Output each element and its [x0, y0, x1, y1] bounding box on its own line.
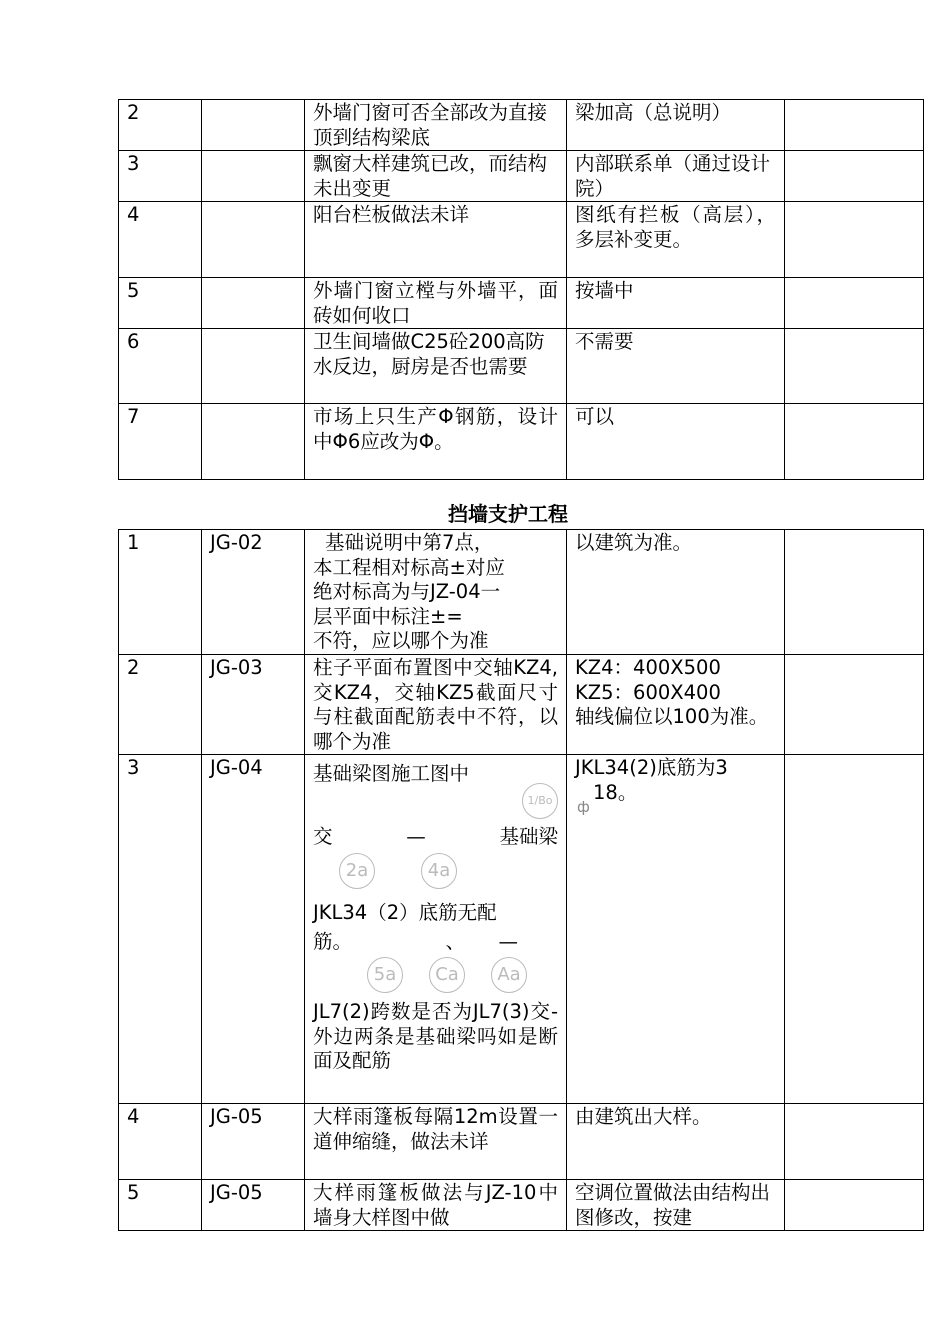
issue-line: 交 — 基础梁: [313, 824, 558, 848]
reply-cell: 梁加高（总说明）: [567, 100, 785, 151]
axis-bubble-icon: Ca: [429, 957, 465, 993]
drawing-ref: JG-04: [202, 755, 305, 1104]
issue-cell: 阳台栏板做法未详: [305, 202, 567, 278]
note-cell: [785, 1180, 924, 1231]
note-cell: [785, 755, 924, 1104]
drawing-ref: [202, 151, 305, 202]
table-row: [119, 329, 924, 404]
table-row: [119, 1180, 924, 1231]
issues-table-1: [118, 99, 924, 480]
note-cell: [785, 404, 924, 480]
table-row: [119, 100, 924, 151]
row-number: 2: [119, 100, 202, 151]
reply-cell: 不需要: [567, 329, 785, 404]
issue-cell: 外墙门窗可否全部改为直接顶到结构梁底: [305, 100, 567, 151]
drawing-ref: [202, 202, 305, 278]
note-cell: [785, 278, 924, 329]
issue-line: 层平面中标注±=: [313, 604, 463, 628]
drawing-ref: [202, 404, 305, 480]
drawing-ref: JG-05: [202, 1104, 305, 1180]
note-cell: [785, 655, 924, 755]
row-number: 1: [119, 530, 202, 655]
note-cell: [785, 202, 924, 278]
issue-line: 基础说明中第7点，: [325, 531, 494, 554]
issue-cell: 外墙门窗立樘与外墙平，面砖如何收口: [305, 278, 567, 329]
row-number: 3: [119, 755, 202, 1104]
axis-bubble-icon: 2a: [339, 853, 375, 889]
drawing-ref: JG-02: [202, 530, 305, 655]
reply-line: JKL34(2)底筋为3: [575, 756, 728, 779]
circle-row: [313, 783, 558, 819]
row-number: 5: [119, 278, 202, 329]
row-number: 7: [119, 404, 202, 480]
reply-cell: [567, 755, 785, 1104]
issue-cell: 柱子平面布置图中交轴KZ4,交KZ4，交轴KZ5截面尺寸与柱截面配筋表中不符，以哪个为准: [305, 655, 567, 755]
reply-cell: 内部联系单（通过设计院）: [567, 151, 785, 202]
issue-cell: 卫生间墙做C25砼200高防水反边，厨房是否也需要: [305, 329, 567, 404]
issues-table-2: [118, 529, 924, 1231]
issue-cell: 市场上只生产Φ钢筋，设计中Φ6应改为Φ。: [305, 404, 567, 480]
table-row: [119, 530, 924, 655]
issue-line: 本工程相对标高±对应: [313, 555, 505, 579]
table-row: [119, 278, 924, 329]
axis-bubble-icon: 5a: [367, 957, 403, 993]
issue-line: 基础梁图施工图中: [313, 762, 470, 785]
issue-line: 筋。 、 —: [313, 929, 518, 953]
table-row: [119, 755, 924, 1104]
drawing-ref: [202, 278, 305, 329]
note-cell: [785, 530, 924, 655]
issue-line: JKL34（2）底筋无配: [313, 901, 497, 924]
table-row: [119, 404, 924, 480]
issue-cell: [305, 530, 567, 655]
reply-cell: 图纸有拦板（高层），多层补变更。: [567, 202, 785, 278]
note-cell: [785, 100, 924, 151]
note-cell: [785, 329, 924, 404]
row-number: 3: [119, 151, 202, 202]
row-number: 6: [119, 329, 202, 404]
table-row: [119, 1104, 924, 1180]
table-row: [119, 202, 924, 278]
drawing-ref: JG-05: [202, 1180, 305, 1231]
row-number: 2: [119, 655, 202, 755]
reply-line: 18。 ф: [575, 781, 776, 806]
reply-cell: 以建筑为准。: [567, 530, 785, 655]
reply-line: KZ4：400X500: [575, 656, 721, 679]
issue-line: 不符，应以哪个为准: [313, 629, 489, 652]
reply-cell: 可以: [567, 404, 785, 480]
row-number: 4: [119, 202, 202, 278]
reply-line: 轴线偏位以100为准。: [575, 705, 769, 728]
reply-cell: 按墙中: [567, 278, 785, 329]
reply-cell: 空调位置做法由结构出图修改，按建: [567, 1180, 785, 1231]
section-title: 挡墙支护工程: [448, 502, 568, 526]
axis-bubble-icon: Aa: [491, 957, 527, 993]
issue-line: 绝对标高为与JZ-04一: [313, 580, 501, 603]
rebar-symbol: ф: [577, 797, 590, 816]
drawing-ref: [202, 100, 305, 151]
note-cell: [785, 1104, 924, 1180]
row-number: 4: [119, 1104, 202, 1180]
drawing-ref: JG-03: [202, 655, 305, 755]
axis-bubble-icon: 4a: [421, 853, 457, 889]
reply-cell: 由建筑出大样。: [567, 1104, 785, 1180]
issue-cell: 大样雨篷板做法与JZ-10中墙身大样图中做: [305, 1180, 567, 1231]
issue-line: JL7(2)跨数是否为JL7(3)交-外边两条是基础梁吗如是断面及配筋: [313, 1000, 558, 1072]
table-row: [119, 151, 924, 202]
table-row: [119, 655, 924, 755]
note-cell: [785, 151, 924, 202]
issue-cell: [305, 755, 567, 1104]
circle-row: [313, 954, 558, 996]
row-number: 5: [119, 1180, 202, 1231]
axis-bubble-icon: 1/Bo: [522, 783, 558, 819]
circle-row: [313, 849, 558, 893]
issue-cell: 大样雨篷板每隔12m设置一道伸缩缝，做法未详: [305, 1104, 567, 1180]
reply-cell: [567, 655, 785, 755]
drawing-ref: [202, 329, 305, 404]
reply-line: KZ5：600X400: [575, 680, 721, 704]
issue-cell: 飘窗大样建筑已改，而结构未出变更: [305, 151, 567, 202]
